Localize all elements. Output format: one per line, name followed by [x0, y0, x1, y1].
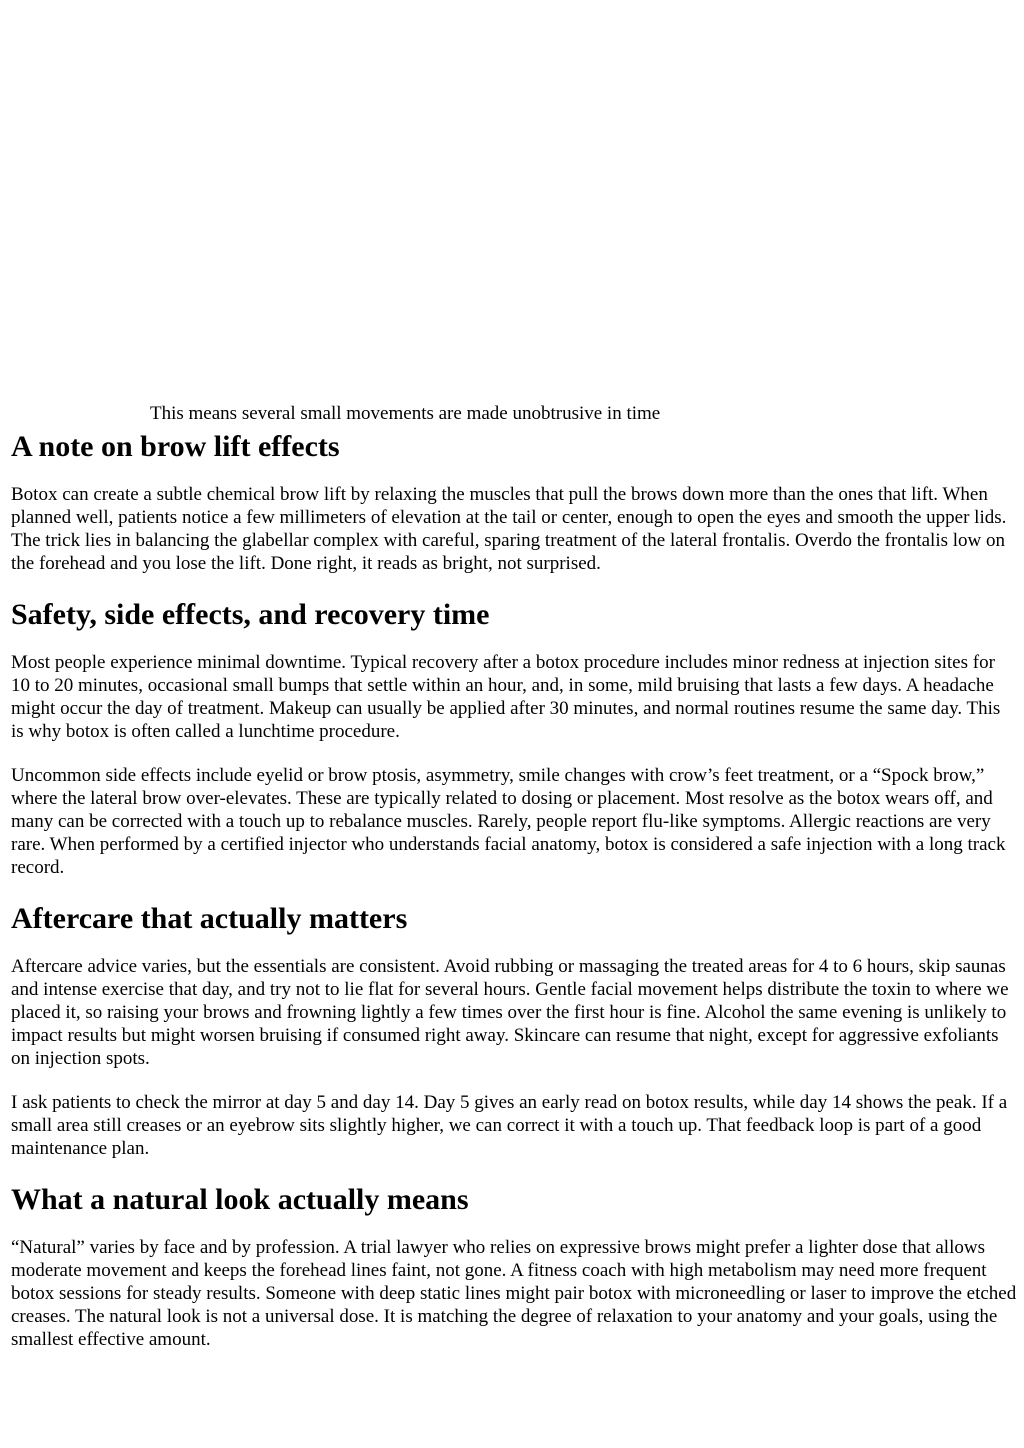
- paragraph: Uncommon side effects include eyelid or brow ptosis, asymmetry, smile changes with crow’s feet treatment, or a “Spock brow,” where the lateral brow over-elevates. These are typically related to dosing or placement. Most resolve as the botox wears off, and many can be corrected with a touch up to rebalance muscles. Rarely, people report flu-like symptoms. Allergic reactions are very rare. When performed by a certified injector who understands facial anatomy, botox is considered a safe injection with a long track record.: [11, 765, 1006, 878]
- section-safety: [11, 596, 1017, 879]
- paragraph: “Natural” varies by face and by profession. A trial lawyer who relies on expressive brows might prefer a lighter dose that allows moderate movement and keeps the forehead lines faint, not gone. A fitness coach with high metabolism may need more frequent botox sessions for steady results. Someone with deep static lines might pair botox with microneedling or laser to improve the etched creases. The natural look is not a universal dose. It is matching the degree of relaxation to your anatomy and your goals, using the smallest effective amount.: [11, 1237, 1017, 1350]
- section-heading: What a natural look actually means: [11, 1183, 469, 1216]
- section-aftercare: [11, 900, 1017, 1160]
- article-content: [11, 428, 1017, 1372]
- cut-off-text: This means several small movements are made unobtrusive in time: [150, 403, 661, 424]
- paragraph: Aftercare advice varies, but the essentials are consistent. Avoid rubbing or massaging the treated areas for 4 to 6 hours, skip saunas and intense exercise that day, and try not to lie flat for several hours. Gentle facial movement helps distribute the toxin to where we placed it, so raising your brows and frowning lightly a few times over the first hour is fine. Alcohol the same evening is unlikely to impact results but might worsen bruising if consumed right away. Skincare can resume that night, except for aggressive exfoliants on injection spots.: [11, 956, 1009, 1069]
- cut-off-text-line: [150, 399, 661, 424]
- blank-page-area: [0, 0, 1024, 398]
- section-heading: A note on brow lift effects: [11, 430, 340, 463]
- paragraph: Most people experience minimal downtime. Typical recovery after a botox procedure includes minor redness at injection sites for 10 to 20 minutes, occasional small bumps that settle within an hour, and, in some, mild bruising that lasts a few days. A headache might occur the day of treatment. Makeup can usually be applied after 30 minutes, and normal routines resume the same day. This is why botox is often called a lunchtime procedure.: [11, 652, 1001, 742]
- section-natural-look: [11, 1181, 1017, 1351]
- section-heading: Safety, side effects, and recovery time: [11, 598, 490, 631]
- paragraph: Botox can create a subtle chemical brow lift by relaxing the muscles that pull the brows down more than the ones that lift. When planned well, patients notice a few millimeters of elevation at the tail or center, enough to open the eyes and smooth the upper lids. The trick lies in balancing the glabellar complex with careful, sparing treatment of the lateral frontalis. Overdo the frontalis low on the forehead and you lose the lift. Done right, it reads as bright, not surprised.: [11, 484, 1007, 574]
- section-heading: Aftercare that actually matters: [11, 902, 408, 935]
- section-brow-lift: [11, 428, 1017, 575]
- paragraph: I ask patients to check the mirror at day 5 and day 14. Day 5 gives an early read on botox results, while day 14 shows the peak. If a small area still creases or an eyebrow sits slightly higher, we can correct it with a touch up. That feedback loop is part of a good maintenance plan.: [11, 1092, 1008, 1159]
